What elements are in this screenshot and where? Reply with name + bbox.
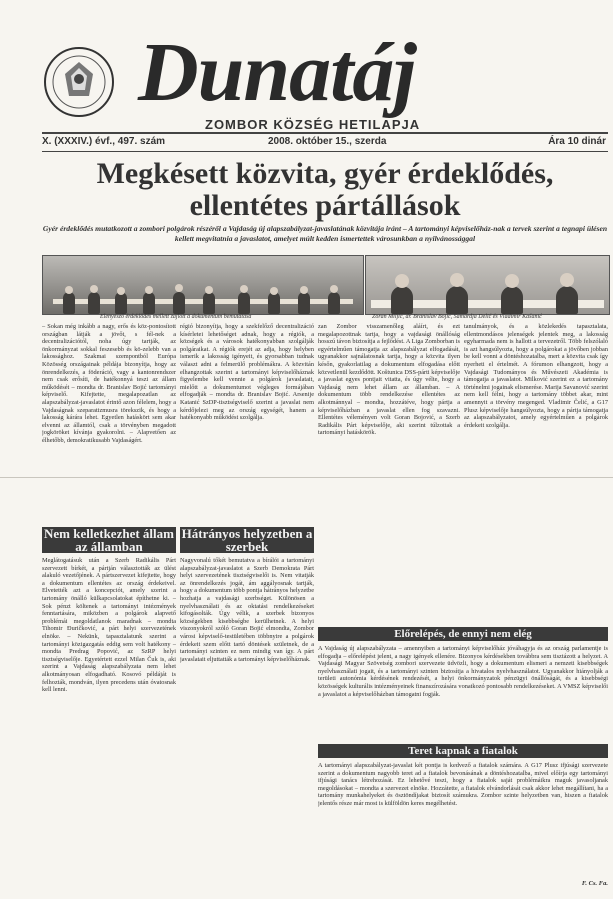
masthead-rule-bottom xyxy=(42,151,608,152)
article-column-4: tanulmányok, és a közlekedés tapasztalata, ellentmondásos jelenségek jelentek meg, a lakosság egyharmada nem is hallott a tervezetről. Több felszólaló is azt hangsúlyozta, hogy a polgárokat a jövőben jobban be kell vonni a döntéshozatalba, mert a közvita csak így nyerheti el értelmét. A fórumon elhangzott, hogy a Vajdasági Tudományos és Művészeti Akadémia is támogatja a javaslatot. Milković szerint ez a tartomány történelmi jogainak elismerése. Marija Savanović szerint nem kell félni, hogy a tartomány többet akar, mint amennyit a törvény megenged. Vladimir Čelić, a G17 Plusz képviselője hangsúlyozta, hogy a pártja támogatja az alapszabályzatot, amely egyértelműen a polgárok érdekeit szolgálja. xyxy=(464,323,608,429)
section-heading-serbs-text: Hátrányos helyzetben a szerbek xyxy=(181,526,313,554)
article-column-2: régió bizonyítja, hogy a szekfelőző decentralizáció kísérletei lehetőséget adnak, hogy a régiók, a községek és a városok hatékonyabban szolgálják polgáraikat. A régiók erejét az adja, hogy helyben ismerik a lakosság igényeit, és gyorsabban tudnak választ adni a felmerülő problémákra. A közvitán elhangzottak szerint a tartományi képviselőháznak figyelembe kell vennie a polgárok javaslatait, mielőtt a dokumentumot végleges formájában elfogadják – mondta dr. Branislav Bojić. Arsenije Katanić SzDP-tisztségviselő szerint a javaslat nem kérdőjelezi meg az ország egységét, hanem a hatékonyabb működést szolgálja. xyxy=(180,323,314,422)
lead-paragraph: Gyér érdeklődés mutatkozott a zombori polgárok részéről a Vajdaság új alapszabályzat-javaslatának közvitája iránt – A tartományi képviselőház-nak a tervek szerint a tegnapi ülésen kellett megvitatnia a javaslatot, amelyet múlt kedden ismertettek városunkban a nyilvánossággal xyxy=(42,224,608,243)
photo-caption-left: Elenyésző érdeklődés mellett zajlott a dokumentum bemutatása xyxy=(100,314,252,320)
municipality-seal-icon xyxy=(43,46,115,118)
section-heading-state xyxy=(42,527,176,553)
issue-price: Ára 10 dinár xyxy=(548,136,606,147)
article-column-1: – Sokan még inkább a nagy, erős és köz-pontosított országban látják a jövőt, s fél-nek a decentralizációtól, noha úgy tartják, az önkormányzat sokkal feszesebb és kö-zelebb van a lakossághoz. Szakmai szempontból Európa Közösség országainak példája bizonyítja, hogy az önrendelkezés, a föderáció, vagy a kantonrendszer nem csak erősíti, de hatékonnyá teszi az állam működését – mondta dr. Branislav Bojić tartományi képviselő. Kifejtette, megalapozatlan az alapszabályzat-javaslatot érintő azon félelem, hogy a Vajdaságnak szeparatizmusra törekszik, és hogy a lakosság kárára lehet. Egyetlen hatáskört sem akar elvenni az államtól, csak a törvényben megadott jogköröket kívánja gyakorolni. – Alapvetően az élhetőbb, demokratikusabb Vajdaságért. xyxy=(42,323,176,444)
article-column-3: zan Zombor visszamenőleg aláírt, és ezt megalapozottnak tartja, hogy a vajdasági önállóság hosszú távon biztosítja a fejlődést. A Liga Zomborban is egyértelműen támogatja az alapszabályzat elfogadását, ugyanakkor sajnálatosnak tartja, hogy a közvita ilyen későn, gyakorlatilag a dokumentum elfogadása előtt közvetlenül kezdődött. Koštunica DSS-párti képviselője a javaslat egyes pontjait vitatta, és úgy vélte, hogy a Vajdaság nem lehet állam az államban. – A dokumentum több rendelkezése ellentétes az alkotmánnyal – mondta, hozzátéve, hogy pártja a képviselőházban a javaslat ellen fog szavazni. Ellentétes véleményen volt Goran Bojović, a Szerb Radikális Párt képviselője, aki szerint túlzottak a tartományi hatáskörök. xyxy=(318,323,460,437)
section-text-state: Meglátogatásuk után a Szerb Radikális Párt szervezett bírkét, a pártján választották az ülést alakuló vezetőjének. A pártszervezet kifejtette, hogy a dokumentum ellentétes az ország érdekeivel. Elvetették azt a koncepciót, amely szerint a tartomány önálló külkapcsolatokat építhetne ki. – Sok pénzt költenek a tartományi intézmények fenntartására, miközben a polgárok alapvető problémái megoldatlanok maradnak – mondta Tihomir Đuričković, a párt helyi szervezetének elnöke. – Nekünk, tapasztalatunk szerint a tartományi közigazgatás eddig sem volt hatékony – mondta Predrag Popović, az SzRP helyi tisztségviselője. Egyetértett ezzel Milan Čuk is, aki szerint a Vajdaság alapszabályzata nem lehet alkotmányosan elfogadható. Kosovó példáját is felhozták, mondván, ilyen precedens után óvatosnak kell lenni. xyxy=(42,557,176,694)
section-text-serbs: Nagyvonalú tőkét bemutatva a bírálói a tartományi alapszabályzat-javaslatot a Szerb Demokrata Párt helyi szervezetének tisztségviselői is. Nem vitatják az önrendelkezés jogát, ám aggályosnak tartják, hogy a dokumentum több pontja hátrányos helyzetbe hozhatja a vajdasági szerbséget. Különösen a nyelvhasználati és az oktatási rendelkezéseket kifogásolták. Úgy vélik, a szerbek bizonyos községekben kisebbségbe kerülhetnek. A helyi viszonyokról szóló Goran Bojić elmondta, Zombor városi képviselő-testületében többnyire a polgárok érdekeit szem előtt tartó döntések születnek, de a tartományi szinten ez nem mindig van így. A párt javaslatait eljuttatták a tartományi képviselőháznak. xyxy=(180,557,314,663)
meeting-photo-left xyxy=(42,255,364,315)
issue-info-bar xyxy=(42,134,608,150)
section-heading-state-text: Nem kelletkezhet állam az államban xyxy=(44,526,174,554)
section-heading-youth: Teret kapnak a fiatalok xyxy=(318,744,608,758)
section-heading-serbs xyxy=(180,527,314,553)
article-signature: F. Cs. Fa. xyxy=(581,880,608,887)
page-fold-line xyxy=(0,477,613,478)
issue-volume: X. (XXXIV.) évf., 497. szám xyxy=(42,136,166,147)
photo-caption-right: Zoran Miljić, dr. Branislav Bojić, Samardja Delić és Vladimir Kašanić xyxy=(372,314,542,320)
speakers-photo-right xyxy=(365,255,610,315)
issue-date: 2008. október 15., szerda xyxy=(268,136,387,147)
section-text-progress: A Vajdaság új alapszabályzata – amennyiben a tartományi képviselőház jóváhagyja és az ország parlamentje is elfogadja – előrelépést jelent, a nagy igények ellenére. Bizonyos kérdésekben továbbra sem tisztázott a helyzet. A Vajdasági Magyar Szövetség zombori szervezete üdvözli, hogy a dokumentum elismeri a nemzeti kisebbségek nyelvhasználati jogait, és a tartományi szinten biztosítja a hivatalos nyelvhasználatot. Ugyanakkor hiányolják a területi autonómia kérdésének rendezését, a helyi önkormányzatok pénzügyi önállóságát, és a kisebbségi közösségek kulturális intézményeinek finanszírozására vonatkozó pontosabb rendelkezéseket. A VMSZ képviselői a javaslatot a képviselőházban támogatni fogják. xyxy=(318,645,608,698)
section-text-youth: A tartományi alapszabályzat-javaslat két pontja is kedvező a fiatalok számára. A G17 Plusz ifjúsági szervezete szerint a dokumentum nagyobb teret ad a fiatalok bevonásának a döntéshozatalba, mivel előírja egy tartományi ifjúsági tanács létrehozását. Ez lehetővé teszi, hogy a fiatalok saját problémáikra maguk javasoljanak megoldásokat – mondta a szervezet elnöke. Hozzátette, a fiatalok elvándorlását csak akkor lehet megállítani, ha a tartomány munkahelyeket és ösztöndíjakat biztosít számukra. Zombor szinte helyzetben van, hiszen a fiatalok jelentős része már most is külföldön keres megélhetést. xyxy=(318,762,608,807)
main-headline: Megkésett közvita, gyér érdeklődés, ellentétes pártállások xyxy=(96,157,554,222)
section-heading-progress: Előrelépés, de ennyi nem elég xyxy=(318,627,608,641)
newspaper-title: Dunatáj xyxy=(138,26,416,119)
newspaper-subtitle: ZOMBOR KÖZSÉG HETILAPJA xyxy=(205,117,421,132)
